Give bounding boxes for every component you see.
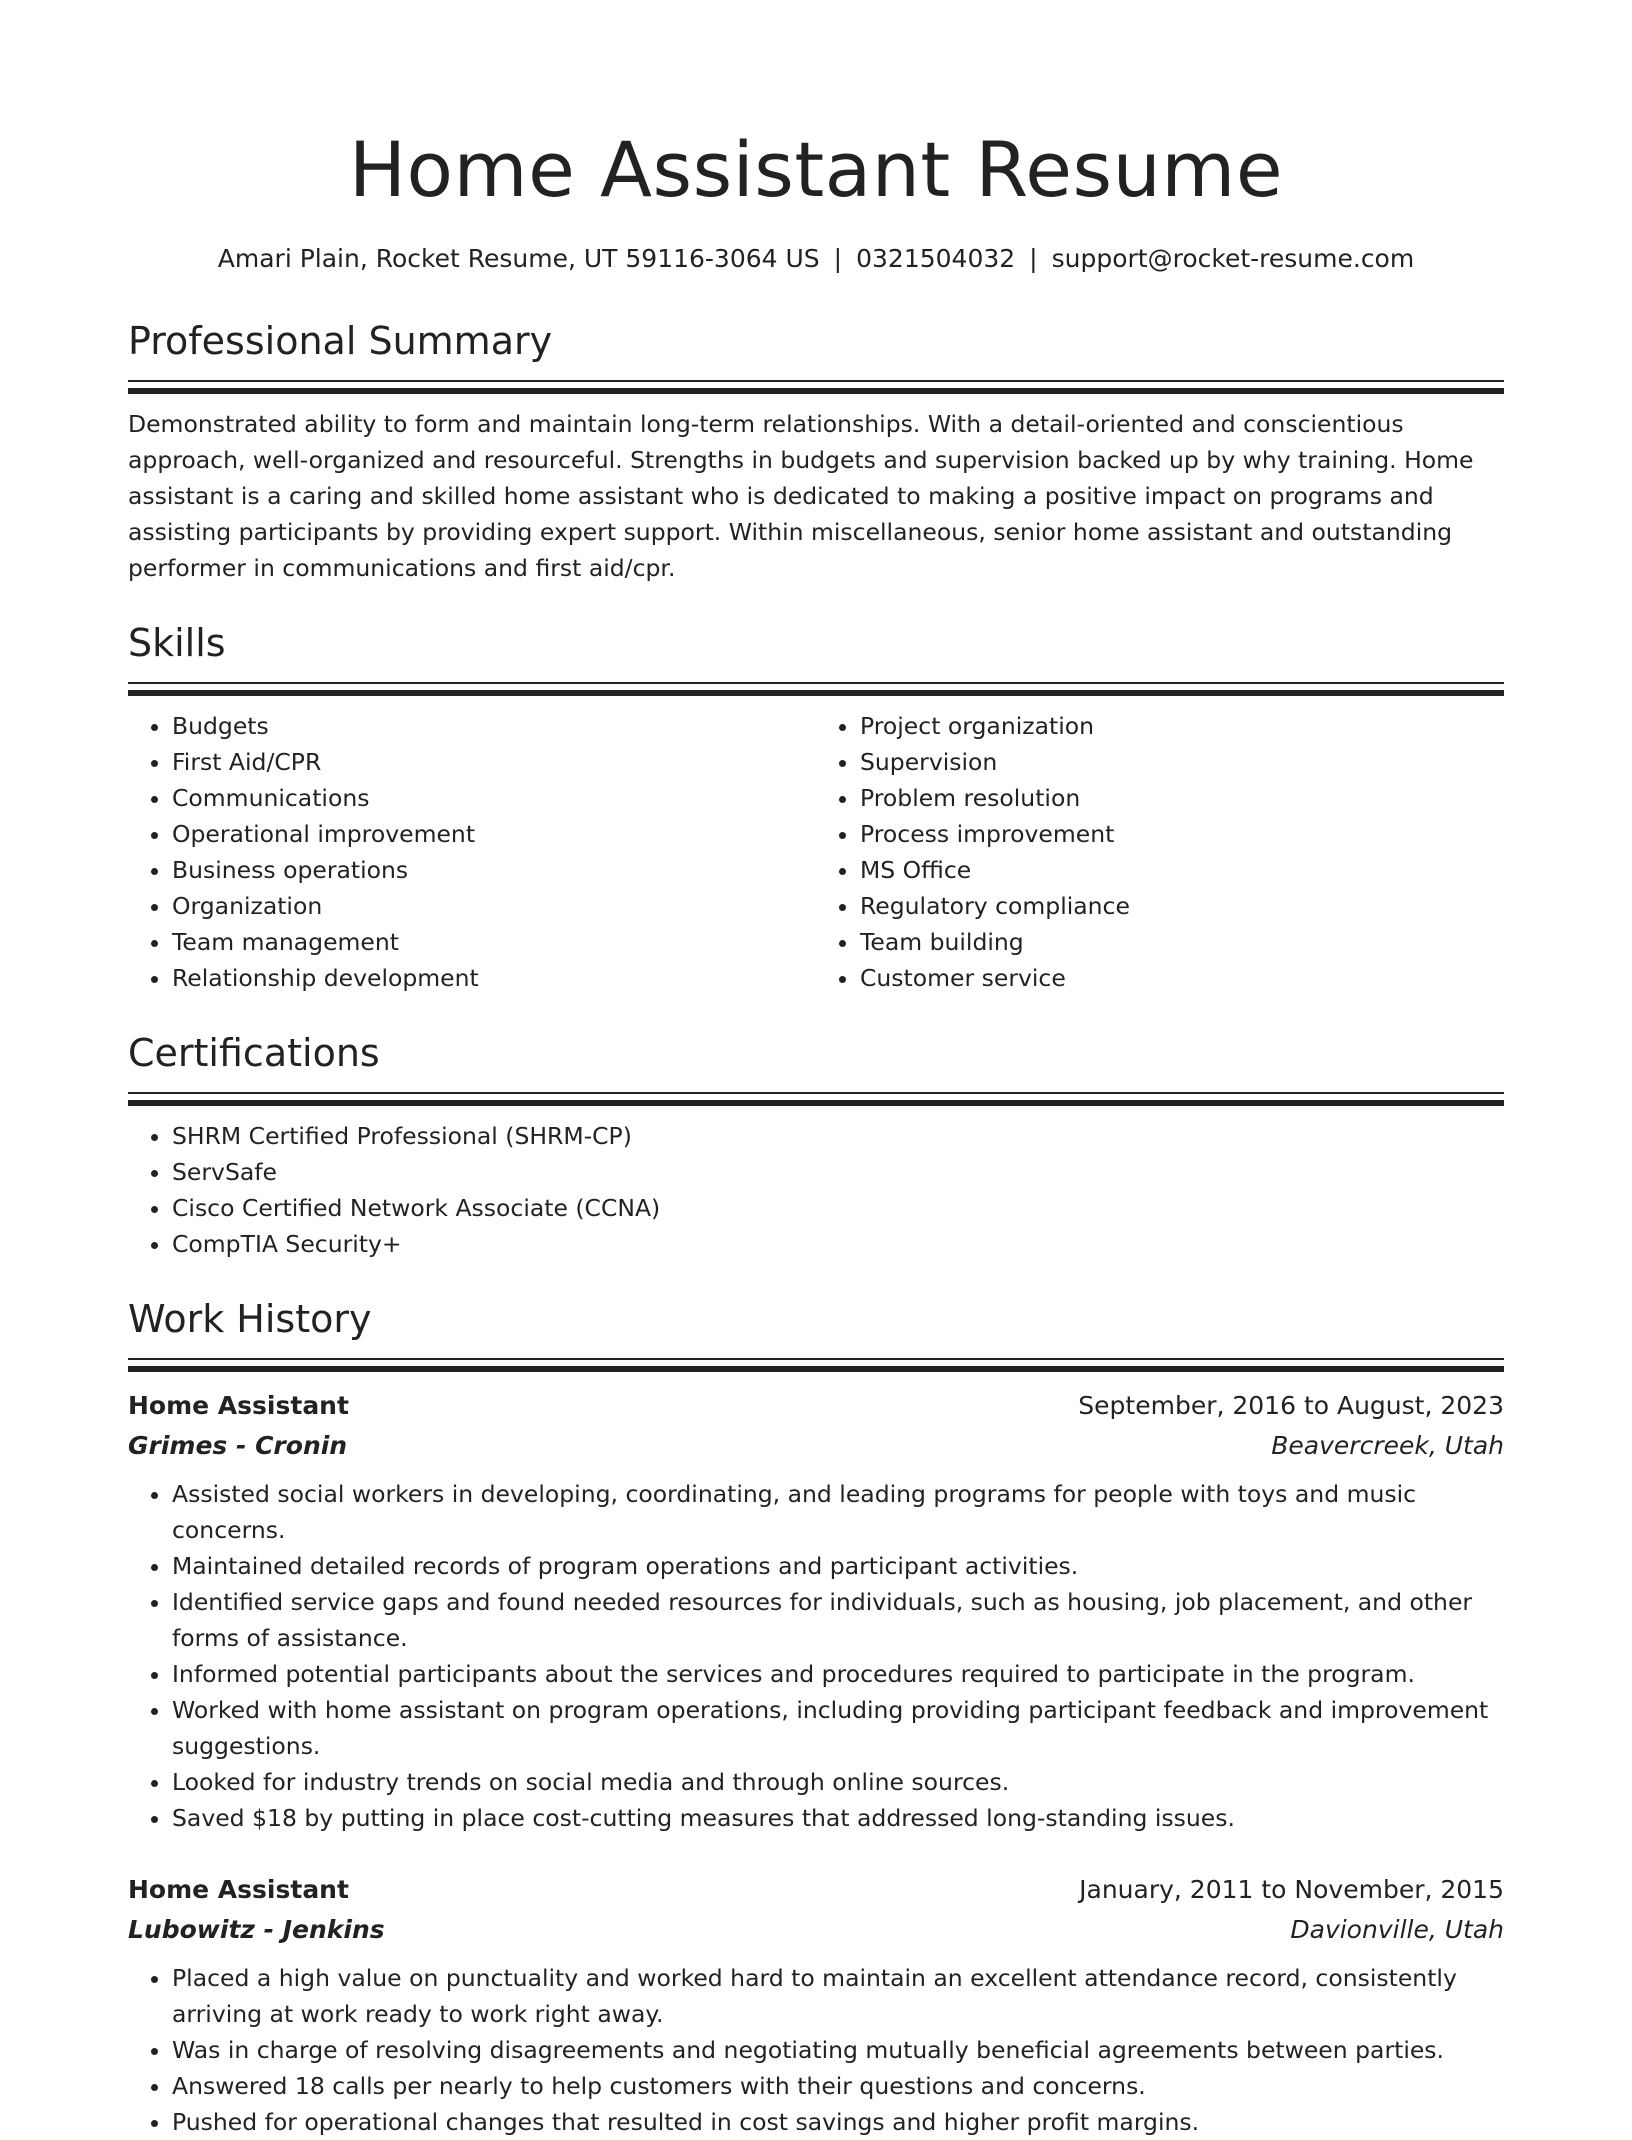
certification-item: • Cisco Certified Network Associate (CCNA) [172,1190,1504,1226]
section-divider [128,682,1504,696]
skill-item: • Team management [172,924,816,960]
job-location: Beavercreek, Utah [1271,1431,1504,1460]
job-header-row [128,1870,1504,1910]
job-bullet: • Placed a high value on punctuality and worked hard to maintain an excellent attendance record, consistently arriving at work ready to work right away. [172,1960,1504,2032]
skill-item: • Problem resolution [860,780,1504,816]
certifications-section [128,1028,1504,1262]
skill-item: • Process improvement [860,816,1504,852]
skills-section [128,618,1504,996]
skill-item: • Relationship development [172,960,816,996]
contact-email[interactable]: support@rocket-resume.com [1051,244,1415,273]
skill-item: • Regulatory compliance [860,888,1504,924]
job-entry [128,1386,1504,1836]
job-bullets [128,1960,1504,2140]
skill-item: • Business operations [172,852,816,888]
job-dates: September, 2016 to August, 2023 [1078,1391,1504,1420]
certification-item: • ServSafe [172,1154,1504,1190]
job-bullet: • Assisted social workers in developing, coordinating, and leading programs for people with toys and music concerns. [172,1476,1504,1548]
job-bullet: • Pushed for operational changes that resulted in cost savings and higher profit margins. [172,2104,1504,2140]
summary-section [128,316,1504,586]
job-location: Davionville, Utah [1290,1915,1504,1944]
skill-item: • Team building [860,924,1504,960]
job-bullet: • Was in charge of resolving disagreements and negotiating mutually beneficial agreements between parties. [172,2032,1504,2068]
skills-grid [128,708,1504,996]
resume-title: Home Assistant Resume [348,125,1284,214]
certification-item: • CompTIA Security+ [172,1226,1504,1262]
job-bullet: • Worked with home assistant on program operations, including providing participant feedback and improvement suggestions. [172,1692,1504,1764]
job-company: Lubowitz - Jenkins [128,1915,385,1944]
contact-address: Amari Plain, Rocket Resume, UT 59116-3064 US [217,244,820,273]
certifications-list [128,1118,1504,1262]
skill-item: • Operational improvement [172,816,816,852]
contact-separator: | [1029,244,1038,273]
job-bullet: • Identified service gaps and found needed resources for individuals, such as housing, job placement, and other forms of assistance. [172,1584,1504,1656]
section-divider [128,1358,1504,1372]
job-company-row [128,1426,1504,1466]
summary-heading: Professional Summary [128,319,553,363]
job-bullet: • Saved $18 by putting in place cost-cutting measures that addressed long-standing issues. [172,1800,1504,1836]
skills-list-left [128,708,816,996]
work-history-section [128,1294,1504,2140]
work-history-heading: Work History [128,1297,372,1341]
summary-text: Demonstrated ability to form and maintain long-term relationships. With a detail-oriented and conscientious approach, well-organized and resourceful. Strengths in budgets and supervision backed up by why training. Home assistant is a caring and skilled home assistant who is dedicated to making a positive impact on programs and assisting participants by providing expert support. Within miscellaneous, senior home assistant and outstanding performer in communications and first aid/cpr. [128,410,1474,582]
job-entry [128,1870,1504,2140]
job-bullet: • Answered 18 calls per nearly to help customers with their questions and concerns. [172,2068,1504,2104]
job-header-row [128,1386,1504,1426]
skill-item: • Project organization [860,708,1504,744]
contact-phone: 0321504032 [856,244,1016,273]
section-divider [128,1092,1504,1106]
job-bullets [128,1476,1504,1836]
skill-item: • Customer service [860,960,1504,996]
certifications-heading: Certifications [128,1031,380,1075]
skills-list-right [816,708,1504,996]
job-company: Grimes - Cronin [128,1431,348,1460]
job-company-row [128,1910,1504,1950]
section-divider [128,380,1504,394]
skill-item: • First Aid/CPR [172,744,816,780]
skill-item: • MS Office [860,852,1504,888]
job-title: Home Assistant [128,1391,349,1420]
job-title: Home Assistant [128,1875,349,1904]
certification-item: • SHRM Certified Professional (SHRM-CP) [172,1118,1504,1154]
contact-line [128,242,1504,276]
skill-item: • Budgets [172,708,816,744]
skill-item: • Communications [172,780,816,816]
skills-heading: Skills [128,621,226,665]
job-bullet: • Looked for industry trends on social media and through online sources. [172,1764,1504,1800]
job-bullet: • Informed potential participants about the services and procedures required to participate in the program. [172,1656,1504,1692]
skill-item: • Organization [172,888,816,924]
contact-separator: | [833,244,843,273]
job-dates: January, 2011 to November, 2015 [1079,1875,1504,1904]
skill-item: • Supervision [860,744,1504,780]
job-bullet: • Maintained detailed records of program operations and participant activities. [172,1548,1504,1584]
